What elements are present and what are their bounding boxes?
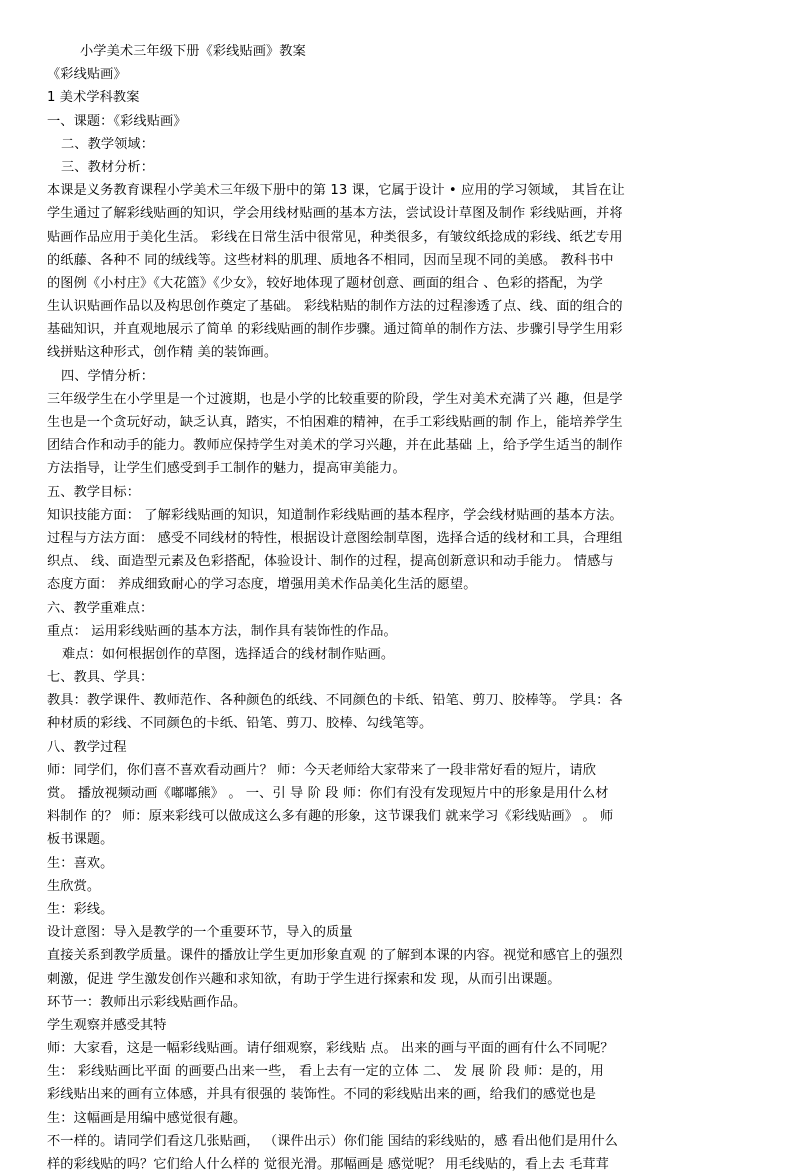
line-34: 生：喜欢。 [47, 855, 114, 871]
line-47: 样的彩线贴的吗？它们给人什么样的 觉很光滑。那幅画是 感觉呢？ 用毛线贴的，看上去 毛茸茸 [47, 1157, 609, 1172]
line-40: 环节一：教师出示彩线贴画作品。 [47, 994, 247, 1010]
line-11: 基础知识，并直观地展示了简单 的彩线贴画的制作步骤。通过简单的制作方法、步骤引导学生用彩 [47, 322, 623, 338]
line-41: 学生观察并感受其特 [47, 1017, 167, 1033]
line-10: 生认识贴画作品以及构思创作奠定了基础。 彩线粘贴的制作方法的过程渗透了点、线、面的组合的 [47, 299, 623, 315]
line-46: 不一样的。请同学们看这几张贴画， （课件出示）你们能 国结的彩线贴的，感 看出他们是用什么 [47, 1133, 618, 1149]
line-37: 设计意图：导入是教学的一个重要环节，导入的质量 [47, 925, 353, 941]
line-21: 织点、 线、面造型元素及色彩搭配，体验设计、制作的过程，提高创新意识和动手能力。 情感与 [47, 554, 614, 570]
line-3: 二、教学领域： [61, 136, 155, 152]
line-30: 师：同学们，你们喜不喜欢看动画片？ 师：今天老师给大家带来了一段非常好看的短片，请欣 [47, 762, 597, 778]
document-title: 小学美术三年级下册《彩线贴画》教案 [80, 44, 306, 59]
line-2: 一、课题：《彩线贴画》 [47, 113, 187, 129]
line-13: 四、学情分析： [61, 368, 155, 384]
line-20: 过程与方法方面： 感受不同线材的特性，根据设计意图绘制草图，选择合适的线材和工具，合理组 [47, 530, 623, 546]
line-27: 教具：教学课件、教师范作、各种颜色的纸线、不同颜色的卡纸、铅笔、剪刀、胶棒等。 学具：各 [47, 693, 623, 709]
line-45: 生：这幅画是用编中感觉很有趣。 [47, 1110, 247, 1126]
line-9: 的图例《小村庄》《大花篮》《少女》，较好地体现了题材创意、画面的组合 、色彩的搭配，为学 [47, 275, 603, 291]
line-26: 七、教具、学具： [47, 670, 154, 686]
line-44: 彩线贴出来的画有立体感，并具有很强的 装饰性。不同的彩线贴出来的画，给我们的感觉也是 [47, 1087, 597, 1103]
line-16: 团结合作和动手的能力。教师应保持学生对美术的学习兴趣，并在此基础 上，给予学生适当的制作 [47, 438, 623, 454]
line-1: 1 美术学科教案 [47, 90, 140, 106]
line-18: 五、教学目标： [47, 484, 141, 500]
line-29: 八、教学过程 [47, 739, 127, 755]
line-32: 料制作 的？ 师：原来彩线可以做成这么多有趣的形象，这节课我们 就来学习《彩线贴画》 。 师 [47, 809, 614, 825]
line-8: 的纸藤、各种不 同的绒线等。这些材料的肌理、质地各不相同，因而呈现不同的美感。 教科书中 [47, 252, 614, 268]
line-38: 直接关系到教学质量。课件的播放让学生更加形象直观 的了解到本课的内容。视觉和感官上的强烈 [47, 948, 623, 964]
line-12: 线拼贴这种形式，创作精 美的装饰画。 [47, 345, 278, 361]
line-4: 三、教材分析： [61, 159, 155, 175]
line-33: 板书课题。 [47, 832, 114, 848]
line-24: 重点： 运用彩线贴画的基本方法，制作具有装饰性的作品。 [47, 623, 397, 639]
line-43: 生： 彩线贴画比平面 的画要凸出来一些， 看上去有一定的立体 二、 发 展 阶 段 师：是的，用 [47, 1064, 604, 1080]
line-23: 六、教学重难点： [47, 600, 154, 616]
line-14: 三年级学生在小学里是一个过渡期，也是小学的比较重要的阶段，学生对美术充满了兴 趣，但是学 [47, 391, 623, 407]
line-6: 学生通过了解彩线贴画的知识，学会用线材贴画的基本方法，尝试设计草图及制作 彩线贴画，并将 [47, 206, 623, 222]
line-19: 知识技能方面： 了解彩线贴画的知识，知道制作彩线贴画的基本程序，学会线材贴画的基本方法。 [47, 507, 623, 523]
line-42: 师：大家看，这是一幅彩线贴画。请仔细观察，彩线贴 点。 出来的画与平面的画有什么不同呢？ [47, 1041, 614, 1057]
line-25: 难点：如何根据创作的草图，选择适合的线材制作贴画。 [62, 646, 395, 662]
line-0: 《彩线贴画》 [47, 67, 127, 83]
line-39: 刺激，促进 学生激发创作兴趣和求知欲，有助于学生进行探索和发 现，从而引出课题。 [47, 971, 561, 987]
line-28: 种材质的彩线、不同颜色的卡纸、铅笔、剪刀、胶棒、勾线笔等。 [47, 716, 433, 732]
document-page [47, 40, 747, 1176]
line-5: 本课是义务教育课程小学美术三年级下册中的第 13 课，它属于设计 • 应用的学习领域， 其旨在让 [47, 183, 625, 199]
line-36: 生：彩线。 [47, 901, 114, 917]
line-35: 生欣赏。 [47, 878, 101, 894]
line-15: 生也是一个贪玩好动，缺乏认真，踏实，不怕困难的精神，在手工彩线贴画的制 作上，能培养学生 [47, 415, 623, 430]
line-22: 态度方面： 养成细致耐心的学习态度，增强用美术作品美化生活的愿望。 [47, 577, 477, 593]
line-17: 方法指导，让学生们感受到手工制作的魅力，提高审美能力。 [47, 461, 406, 477]
line-31: 赏。 播放视频动画《嘟嘟熊》 。 一、引 导 阶 段 师：你们有没有发现短片中的形象是用什么材 [47, 786, 609, 801]
line-7: 贴画作品应用于美化生活。 彩线在日常生活中很常见，种类很多，有皱纹纸捻成的彩线、纸艺专用 [47, 229, 623, 245]
